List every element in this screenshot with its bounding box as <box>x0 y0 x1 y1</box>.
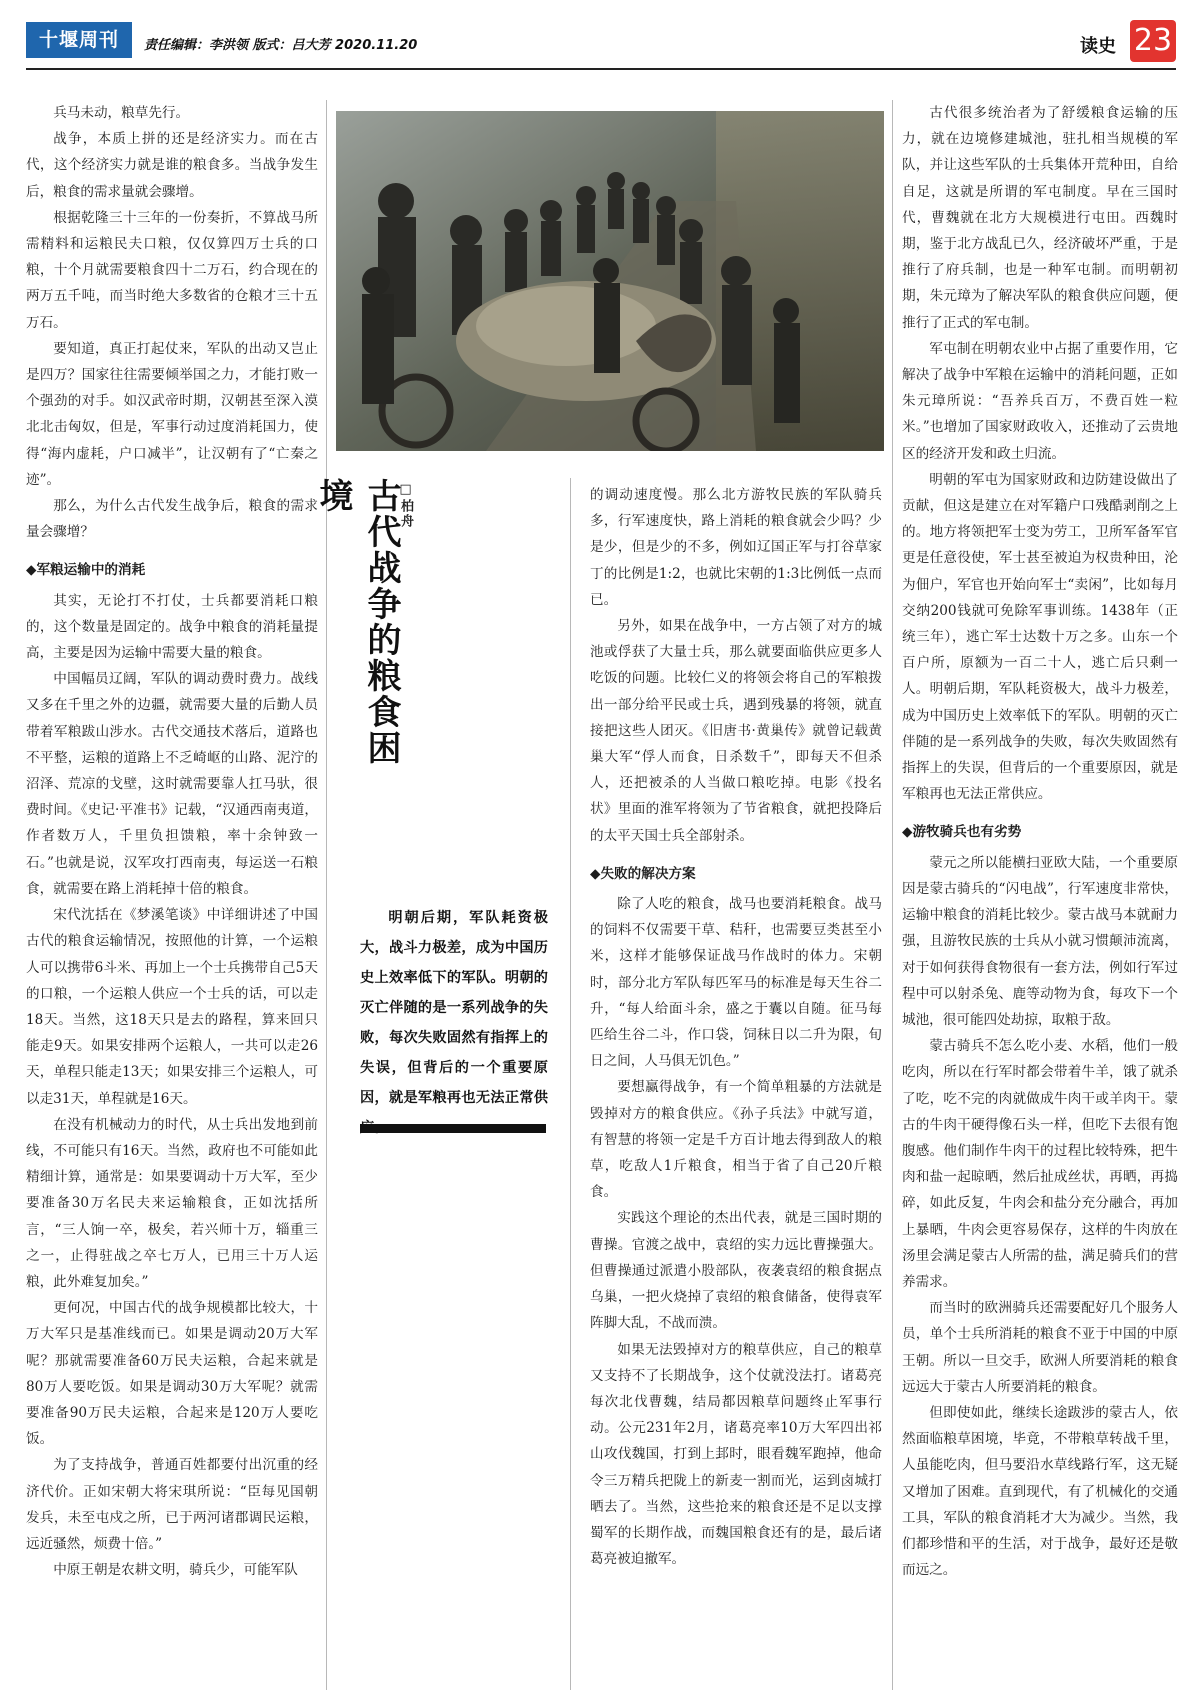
masthead-text: 十堰周刊 <box>38 29 119 51</box>
soldiers-grain-cart-image <box>336 111 884 451</box>
paragraph: 中原王朝是农耕文明，骑兵少，可能军队 <box>53 1562 298 1579</box>
paragraph: 中国幅员辽阔，军队的调动费时费力。战线又多在千里之外的边疆，就需要大量的后勤人员带着军粮跋山涉水。古代交通技术落后，道路也不平整，运粮的道路上不乏崎岖的山路、泥泞的沼泽、荒凉的戈壁，这时就需要靠人扛马驮，很费时间。《史记·平准书》记载，“汉通西南夷道，作者数万人，千里负担馈粮，率十余钟致一石。”也就是说，汉军攻打西南夷，每运送一石粮食，就需要在路上消耗掉十倍的粮食。 <box>26 671 318 897</box>
column-divider <box>570 478 571 1690</box>
masthead-logo <box>26 22 132 58</box>
paragraph: 兵马未动，粮草先行。 <box>53 105 190 121</box>
paragraph: 战争，本质上拼的还是经济实力。而在古代，这个经济实力就是谁的粮食多。当战争发生后，粮食的需求量就会骤增。 <box>26 131 318 200</box>
article-column-4 <box>902 100 1178 1583</box>
paragraph: 如果无法毁掉对方的粮草供应，自己的粮草又支持不了长期战争，这个仗就没法打。诸葛亮每次北伐曹魏，结局都因粮草问题终止军事行动。公元231年2月，诸葛亮率10万大军四出祁山攻伐魏国，打到上邽时，眼看魏军跑掉，他命令三万精兵把陇上的新麦一割而光，运到卤城打晒去了。当然，这些抢来的粮食还是不足以支撑蜀军的长期作战，而魏国粮食还有的是，最后诸葛亮被迫撤军。 <box>590 1341 882 1568</box>
column-divider <box>892 100 893 1690</box>
paragraph: 实践这个理论的杰出代表，就是三国时期的曹操。官渡之战中，袁绍的实力远比曹操强大。但曹操通过派遣小股部队，夜袭袁绍的粮食据点乌巢，一把火烧掉了袁绍的粮食储备，使得袁军阵脚大乱，不战而溃。 <box>590 1210 882 1332</box>
page-number: 23 <box>1130 20 1176 62</box>
paragraph: 明朝的军屯为国家财政和边防建设做出了贡献，但这是建立在对军籍户口残酷剥削之上的。地方将领把军士变为劳工，卫所军备军官更是任意役使，军士甚至被迫为权贵种田，沦为佃户，军官也开始向军士“卖闲”，比如每月交纳200钱就可免除军事训练。1438年（正统三年），逃亡军士达数十万之多。山东一个百户所，原额为一百二十人，逃亡后只剩一人。明朝后期，军队耗资极大，战斗力极差，成为中国历史上效率低下的军队。明朝的灭亡伴随的是一系列战争的失败，每次失败固然有指挥上的失误，但背后的一个重要原因，就是军粮再也无法正常供应。 <box>902 471 1178 803</box>
article-author: □柏舟 <box>398 482 413 529</box>
paragraph: 但即使如此，继续长途跋涉的蒙古人，依然面临粮草困境，毕竟，不带粮草转战千里，人虽能吃肉，但马要沿水草线路行军，这无疑又增加了困难。直到现代，有了机械化的交通工具，军队的粮食消耗才大为减少。当然，我们都珍惜和平的生活，对于战争，最好还是敬而远之。 <box>902 1404 1178 1579</box>
article-title: 古代战争的粮食困境 <box>313 478 401 766</box>
subheading: ◆游牧骑兵也有劣势 <box>902 824 1022 841</box>
column-divider <box>326 100 327 1690</box>
paragraph: 蒙古骑兵不怎么吃小麦、水稻，他们一般吃肉，所以在行军时都会带着牛羊，饿了就杀了吃，吃不完的肉就做成牛肉干或羊肉干。蒙古的牛肉干硬得像石头一样，但吃下去很有饱腹感。他们制作牛肉干的过程比较特殊，把牛肉和盐一起晾晒，然后扯成丝状，再晒，再捣碎，如此反复，牛肉会和盐分充分融合，再加上暴晒，牛肉会更容易保存，这样的牛肉放在汤里会满足蒙古人所需的盐，满足骑兵们的营养需求。 <box>902 1038 1178 1290</box>
paragraph: 根据乾隆三十三年的一份奏折，不算战马所需精料和运粮民夫口粮，仅仅算四万士兵的口粮，十个月就需要粮食四十二万石，约合现在的两万五千吨，而当时绝大多数省的仓粮才三十五万石。 <box>26 209 318 331</box>
paragraph: 在没有机械动力的时代，从士兵出发地到前线，不可能只有16天。当然，政府也不可能如此精细计算，通常是：如果要调动十万大军，至少要准备30万名民夫来运输粮食，正如沈括所言，“三人饷一卒，极矣，若兴师十万，辎重三之一，止得驻战之卒七万人，已用三十万人运粮，此外难复加矣。” <box>26 1116 318 1290</box>
paragraph: 蒙元之所以能横扫亚欧大陆，一个重要原因是蒙古骑兵的“闪电战”，行军速度非常快，运输中粮食的消耗比较少。蒙古战马本就耐力强，且游牧民族的士兵从小就习惯颠沛流离，对于如何获得食物很有一套方法，例如行军过程中可以射杀兔、鹿等动物为食，每攻下一个城池，很可能四处劫掠，取粮于敌。 <box>902 854 1178 1028</box>
page-header <box>26 22 1176 66</box>
section-name: 读史 <box>1080 36 1116 57</box>
paragraph: 而当时的欧洲骑兵还需要配好几个服务人员，单个士兵所消耗的粮食不亚于中国的中原王朝。所以一旦交手，欧洲人所要消耗的粮食远远大于蒙古人所要消耗的粮食。 <box>902 1300 1178 1395</box>
subheading: ◆军粮运输中的消耗 <box>26 562 146 579</box>
article-column-1 <box>26 100 318 1583</box>
pull-quote-bar <box>360 1124 546 1133</box>
paragraph: 要知道，真正打起仗来，军队的出动又岂止是四万？国家往往需要倾举国之力，才能打败一个强劲的对手。如汉武帝时期，汉朝甚至深入漠北北击匈奴，但是，军事行动过度消耗国力，使得“海内虚耗，户口减半”，让汉朝有了“亡秦之迹”。 <box>26 340 318 488</box>
editor-credits: 责任编辑：李洪领 版式：吕大芳 2020.11.20 <box>144 38 418 53</box>
article-photo <box>336 111 884 451</box>
paragraph: 除了人吃的粮食，战马也要消耗粮食。战马的饲料不仅需要干草、秸秆，也需要豆类甚至小米，这样才能够保证战马作战时的体力。宋朝时，部分北方军队每匹军马的标准是每天生谷二升，“每人给面斗余，盛之于囊以自随。征马每匹给生谷二斗，作口袋，饲秣日以二升为限，旬日之间，人马俱无饥色。” <box>590 896 882 1070</box>
subheading: ◆失败的解决方案 <box>590 865 696 882</box>
pull-quote <box>360 903 548 1143</box>
paragraph: 宋代沈括在《梦溪笔谈》中详细讲述了中国古代的粮食运输情况，按照他的计算，一个运粮人可以携带6斗米、再加上一个士兵携带自己5天的口粮，一个运粮人供应一个士兵的话，可以走18天。当然，这18天只是去的路程，算来回只能走9天。如果安排两个运粮人，一共可以走26天，单程只能走13天；如果安排三个运粮人，可以走31天，单程就是16天。 <box>26 907 318 1107</box>
pull-quote-text: 明朝后期，军队耗资极大，战斗力极差，成为中国历史上效率低下的军队。明朝的灭亡伴随的是一系列战争的失败，每次失败固然有指挥上的失误，但背后的一个重要原因，就是军粮再也无法正常供 <box>360 910 548 1106</box>
paragraph: 更何况，中国古代的战争规模都比较大，十万大军只是基准线而已。如果是调动20万大军呢？那就需要准备60万民夫运粮，合起来就是80万人要吃饭。如果是调动30万大军呢？就需要准备90万民夫运粮，合起来是120万人要吃饭。 <box>26 1300 318 1448</box>
paragraph: 其实，无论打不打仗，士兵都要消耗口粮的，这个数量是固定的。战争中粮食的消耗量提高，主要是因为运输中需要大量的粮食。 <box>26 592 318 662</box>
paragraph: 另外，如果在战争中，一方占领了对方的城池或俘获了大量士兵，那么就要面临供应更多人吃饭的问题。比较仁义的将领会将自己的军粮拨出一部分给平民或士兵，遇到残暴的将领，就直接把这些人团灭。《旧唐书·黄巢传》就曾记载黄巢大军“俘人而食，日杀数千”，即每天不但杀人，还把被杀的人当做口粮吃掉。电影《投名状》里面的淮军将领为了节省粮食，就把投降后的太平天国士兵全部射杀。 <box>590 618 882 844</box>
header-rule <box>26 68 1176 70</box>
paragraph: 要想赢得战争，有一个简单粗暴的方法就是毁掉对方的粮食供应。《孙子兵法》中就写道，有智慧的将领一定是千方百计地去得到敌人的粮草，吃敌人1斤粮食，相当于省了自己20斤粮食。 <box>590 1079 882 1201</box>
paragraph: 那么，为什么古代发生战争后，粮食的需求量会骤增？ <box>26 498 318 541</box>
paragraph: 古代很多统治者为了舒缓粮食运输的压力，就在边境修建城池，驻扎相当规模的军队，并让这些军队的士兵集体开荒种田，自给自足，这就是所谓的军屯制度。早在三国时代，曹魏就在北方大规模进行屯田。西魏时期，鉴于北方战乱已久，经济破坏严重，于是推行了府兵制，也是一种军屯制。而明朝初期，朱元璋为了解决军队的粮食供应问题，便推行了正式的军屯制。 <box>902 105 1178 331</box>
paragraph: 为了支持战争，普通百姓都要付出沉重的经济代价。正如宋朝大将宋琪所说：“臣每见国朝发兵，未至屯戍之所，已于两河诸郡调民运粮，远近骚然，烦费十倍。” <box>26 1457 318 1552</box>
paragraph: 军屯制在明朝农业中占据了重要作用，它解决了战争中军粮在运输中的消耗问题，正如朱元璋所说：“吾养兵百万，不费百姓一粒米。”也增加了国家财政收入，还推动了云贵地区的经济开发和政土归流。 <box>902 340 1178 462</box>
paragraph: 的调动速度慢。那么北方游牧民族的军队骑兵多，行军速度快，路上消耗的粮食就会少吗？少是少，但是少的不多，例如辽国正军与打谷草家丁的比例是1:2，也就比宋朝的1:3比例低一点而已。 <box>590 487 882 608</box>
article-column-3 <box>590 482 882 1572</box>
